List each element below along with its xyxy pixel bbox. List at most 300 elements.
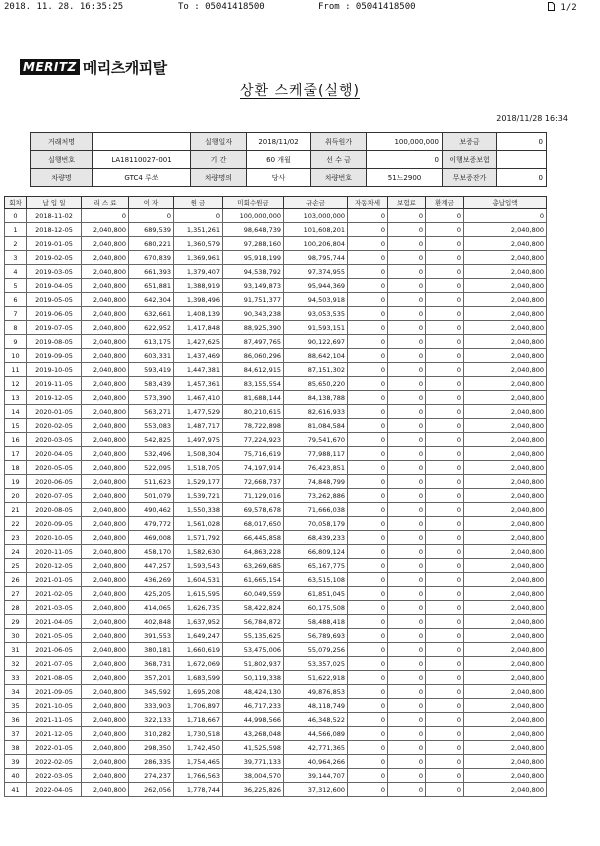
cell-round: 9	[5, 335, 27, 349]
cell-total-payment: 2,040,800	[464, 349, 547, 363]
cell-outstanding-principal: 43,268,048	[223, 727, 284, 741]
cell-outstanding-principal: 77,224,923	[223, 433, 284, 447]
residual-value-value: 0	[497, 169, 547, 187]
cell-insurance: 0	[388, 391, 426, 405]
table-row	[5, 503, 547, 517]
vehicle-name-value: GTC4 루쏘	[93, 169, 191, 187]
advance-payment-label: 선 수 금	[311, 151, 367, 169]
table-row	[5, 405, 547, 419]
cell-round: 11	[5, 363, 27, 377]
cell-total-payment: 2,040,800	[464, 573, 547, 587]
cell-principal: 1,417,848	[174, 321, 223, 335]
cell-payment-date: 2019-08-05	[27, 335, 82, 349]
info-row	[31, 151, 547, 169]
cell-payment-date: 2020-07-05	[27, 489, 82, 503]
cell-total-payment: 2,040,800	[464, 755, 547, 769]
cell-lease-fee: 2,040,800	[82, 433, 129, 447]
cell-vehicle-tax: 0	[348, 391, 388, 405]
cell-refund: 0	[426, 657, 464, 671]
cell-interest: 553,083	[129, 419, 174, 433]
cell-interest: 368,731	[129, 657, 174, 671]
cell-loss-amount: 91,593,151	[284, 321, 348, 335]
cell-total-payment: 2,040,800	[464, 629, 547, 643]
cell-loss-amount: 73,262,886	[284, 489, 348, 503]
cell-insurance: 0	[388, 741, 426, 755]
cell-total-payment: 2,040,800	[464, 237, 547, 251]
cell-total-payment: 2,040,800	[464, 601, 547, 615]
cell-round: 23	[5, 531, 27, 545]
cell-refund: 0	[426, 349, 464, 363]
cell-loss-amount: 68,439,233	[284, 531, 348, 545]
cell-total-payment: 2,040,800	[464, 265, 547, 279]
cell-insurance: 0	[388, 363, 426, 377]
cell-insurance: 0	[388, 503, 426, 517]
cell-lease-fee: 2,040,800	[82, 377, 129, 391]
cell-insurance: 0	[388, 545, 426, 559]
cell-refund: 0	[426, 209, 464, 223]
cell-loss-amount: 58,488,418	[284, 615, 348, 629]
cell-refund: 0	[426, 237, 464, 251]
cell-insurance: 0	[388, 615, 426, 629]
cell-interest: 479,772	[129, 517, 174, 531]
cell-payment-date: 2018-11-02	[27, 209, 82, 223]
cell-interest: 345,592	[129, 685, 174, 699]
cell-refund: 0	[426, 363, 464, 377]
document-title-wrap	[0, 80, 600, 100]
cell-refund: 0	[426, 573, 464, 587]
cell-payment-date: 2020-02-05	[27, 419, 82, 433]
cell-refund: 0	[426, 475, 464, 489]
cell-lease-fee: 2,040,800	[82, 391, 129, 405]
cell-insurance: 0	[388, 489, 426, 503]
cell-payment-date: 2021-05-05	[27, 629, 82, 643]
cell-vehicle-tax: 0	[348, 503, 388, 517]
cell-payment-date: 2022-03-05	[27, 769, 82, 783]
cell-interest: 286,335	[129, 755, 174, 769]
cell-loss-amount: 42,771,365	[284, 741, 348, 755]
cell-insurance: 0	[388, 279, 426, 293]
cell-total-payment: 2,040,800	[464, 377, 547, 391]
cell-insurance: 0	[388, 699, 426, 713]
cell-vehicle-tax: 0	[348, 321, 388, 335]
cell-insurance: 0	[388, 517, 426, 531]
info-row	[31, 169, 547, 187]
cell-outstanding-principal: 58,422,824	[223, 601, 284, 615]
table-row	[5, 279, 547, 293]
cell-principal: 1,718,667	[174, 713, 223, 727]
cell-outstanding-principal: 74,197,914	[223, 461, 284, 475]
cell-principal: 1,742,450	[174, 741, 223, 755]
header-interest: 이 자	[129, 197, 174, 209]
cell-vehicle-tax: 0	[348, 601, 388, 615]
cell-insurance: 0	[388, 377, 426, 391]
vehicle-owner-value: 당사	[247, 169, 311, 187]
cell-refund: 0	[426, 671, 464, 685]
cell-principal: 1,467,410	[174, 391, 223, 405]
cell-insurance: 0	[388, 587, 426, 601]
cell-interest: 0	[129, 209, 174, 223]
vehicle-number-label: 차량번호	[311, 169, 367, 187]
cell-lease-fee: 2,040,800	[82, 545, 129, 559]
cell-vehicle-tax: 0	[348, 713, 388, 727]
cell-outstanding-principal: 87,497,765	[223, 335, 284, 349]
cell-round: 38	[5, 741, 27, 755]
cell-outstanding-principal: 53,475,006	[223, 643, 284, 657]
cell-vehicle-tax: 0	[348, 559, 388, 573]
cell-loss-amount: 84,138,788	[284, 391, 348, 405]
cell-vehicle-tax: 0	[348, 657, 388, 671]
residual-value-label: 무보증잔가	[443, 169, 497, 187]
cell-outstanding-principal: 63,269,685	[223, 559, 284, 573]
cell-total-payment: 2,040,800	[464, 419, 547, 433]
cell-loss-amount: 77,988,117	[284, 447, 348, 461]
cell-insurance: 0	[388, 251, 426, 265]
cell-refund: 0	[426, 531, 464, 545]
cell-interest: 651,881	[129, 279, 174, 293]
cell-round: 7	[5, 307, 27, 321]
cell-refund: 0	[426, 377, 464, 391]
cell-outstanding-principal: 38,004,570	[223, 769, 284, 783]
cell-outstanding-principal: 64,863,228	[223, 545, 284, 559]
cell-interest: 322,133	[129, 713, 174, 727]
cell-round: 14	[5, 405, 27, 419]
cell-round: 26	[5, 573, 27, 587]
cell-insurance: 0	[388, 237, 426, 251]
cell-lease-fee: 2,040,800	[82, 713, 129, 727]
cell-round: 37	[5, 727, 27, 741]
cell-principal: 1,626,735	[174, 601, 223, 615]
cell-lease-fee: 2,040,800	[82, 615, 129, 629]
cell-vehicle-tax: 0	[348, 629, 388, 643]
cell-principal: 1,457,361	[174, 377, 223, 391]
cell-total-payment: 2,040,800	[464, 727, 547, 741]
cell-interest: 511,623	[129, 475, 174, 489]
cell-round: 5	[5, 279, 27, 293]
advance-payment-value: 0	[367, 151, 443, 169]
cell-round: 25	[5, 559, 27, 573]
cell-principal: 1,408,139	[174, 307, 223, 321]
acquisition-cost-label: 취득원가	[311, 133, 367, 151]
cell-vehicle-tax: 0	[348, 783, 388, 797]
cell-round: 19	[5, 475, 27, 489]
cell-loss-amount: 61,851,045	[284, 587, 348, 601]
table-row	[5, 727, 547, 741]
cell-vehicle-tax: 0	[348, 755, 388, 769]
cell-outstanding-principal: 36,225,826	[223, 783, 284, 797]
cell-lease-fee: 2,040,800	[82, 559, 129, 573]
cell-refund: 0	[426, 601, 464, 615]
cell-round: 22	[5, 517, 27, 531]
header-loss-amount: 규손금	[284, 197, 348, 209]
table-row	[5, 671, 547, 685]
fax-header	[0, 2, 600, 14]
table-row	[5, 713, 547, 727]
cell-principal: 1,427,625	[174, 335, 223, 349]
cell-refund: 0	[426, 769, 464, 783]
cell-payment-date: 2019-04-05	[27, 279, 82, 293]
client-name-label: 거래처명	[31, 133, 93, 151]
cell-round: 18	[5, 461, 27, 475]
cell-refund: 0	[426, 783, 464, 797]
cell-principal: 1,518,705	[174, 461, 223, 475]
cell-lease-fee: 2,040,800	[82, 349, 129, 363]
cell-refund: 0	[426, 741, 464, 755]
table-row	[5, 363, 547, 377]
fax-from: From : 05041418500	[318, 2, 416, 12]
cell-vehicle-tax: 0	[348, 265, 388, 279]
cell-loss-amount: 56,789,693	[284, 629, 348, 643]
cell-principal: 1,695,208	[174, 685, 223, 699]
cell-round: 12	[5, 377, 27, 391]
cell-lease-fee: 2,040,800	[82, 279, 129, 293]
cell-insurance: 0	[388, 559, 426, 573]
cell-insurance: 0	[388, 475, 426, 489]
info-row	[31, 133, 547, 151]
cell-insurance: 0	[388, 573, 426, 587]
cell-total-payment: 2,040,800	[464, 279, 547, 293]
cell-interest: 583,439	[129, 377, 174, 391]
cell-payment-date: 2018-12-05	[27, 223, 82, 237]
cell-payment-date: 2020-06-05	[27, 475, 82, 489]
cell-outstanding-principal: 55,135,625	[223, 629, 284, 643]
cell-outstanding-principal: 86,060,296	[223, 349, 284, 363]
cell-lease-fee: 2,040,800	[82, 755, 129, 769]
performance-bond-label: 이행보증보험	[443, 151, 497, 169]
cell-round: 27	[5, 587, 27, 601]
cell-total-payment: 2,040,800	[464, 461, 547, 475]
cell-payment-date: 2020-12-05	[27, 559, 82, 573]
cell-lease-fee: 2,040,800	[82, 601, 129, 615]
cell-round: 40	[5, 769, 27, 783]
table-row	[5, 769, 547, 783]
table-row	[5, 531, 547, 545]
cell-principal: 1,604,531	[174, 573, 223, 587]
cell-loss-amount: 94,503,918	[284, 293, 348, 307]
cell-loss-amount: 103,000,000	[284, 209, 348, 223]
cell-payment-date: 2021-07-05	[27, 657, 82, 671]
cell-loss-amount: 48,118,749	[284, 699, 348, 713]
cell-loss-amount: 51,622,918	[284, 671, 348, 685]
cell-loss-amount: 88,642,104	[284, 349, 348, 363]
cell-principal: 1,637,952	[174, 615, 223, 629]
cell-round: 33	[5, 671, 27, 685]
table-row	[5, 573, 547, 587]
cell-principal: 1,508,304	[174, 447, 223, 461]
table-row	[5, 685, 547, 699]
cell-outstanding-principal: 78,722,898	[223, 419, 284, 433]
cell-vehicle-tax: 0	[348, 279, 388, 293]
cell-interest: 632,661	[129, 307, 174, 321]
cell-lease-fee: 2,040,800	[82, 321, 129, 335]
cell-lease-fee: 2,040,800	[82, 531, 129, 545]
cell-outstanding-principal: 41,525,598	[223, 741, 284, 755]
cell-interest: 680,221	[129, 237, 174, 251]
cell-total-payment: 2,040,800	[464, 293, 547, 307]
cell-round: 28	[5, 601, 27, 615]
cell-outstanding-principal: 68,017,650	[223, 517, 284, 531]
deposit-label: 보증금	[443, 133, 497, 151]
cell-interest: 542,825	[129, 433, 174, 447]
cell-outstanding-principal: 44,998,566	[223, 713, 284, 727]
cell-insurance: 0	[388, 419, 426, 433]
cell-refund: 0	[426, 629, 464, 643]
cell-interest: 391,553	[129, 629, 174, 643]
cell-round: 31	[5, 643, 27, 657]
cell-principal: 1,649,247	[174, 629, 223, 643]
cell-loss-amount: 90,122,697	[284, 335, 348, 349]
cell-vehicle-tax: 0	[348, 363, 388, 377]
cell-payment-date: 2019-10-05	[27, 363, 82, 377]
cell-round: 20	[5, 489, 27, 503]
cell-interest: 689,539	[129, 223, 174, 237]
header-refund: 환계금	[426, 197, 464, 209]
cell-interest: 380,181	[129, 643, 174, 657]
cell-interest: 522,095	[129, 461, 174, 475]
cell-lease-fee: 2,040,800	[82, 461, 129, 475]
fax-page	[548, 2, 577, 13]
cell-refund: 0	[426, 279, 464, 293]
cell-outstanding-principal: 69,578,678	[223, 503, 284, 517]
cell-lease-fee: 2,040,800	[82, 251, 129, 265]
cell-interest: 501,079	[129, 489, 174, 503]
header-principal: 원 금	[174, 197, 223, 209]
execution-date-value: 2018/11/02	[247, 133, 311, 151]
fax-page-number: 1/2	[560, 3, 577, 13]
header-total-payment: 총납입액	[464, 197, 547, 209]
cell-principal: 1,561,028	[174, 517, 223, 531]
cell-total-payment: 2,040,800	[464, 321, 547, 335]
cell-insurance: 0	[388, 293, 426, 307]
table-row	[5, 741, 547, 755]
cell-total-payment: 2,040,800	[464, 783, 547, 797]
header-outstanding-principal: 미회수원금	[223, 197, 284, 209]
cell-round: 17	[5, 447, 27, 461]
table-row	[5, 265, 547, 279]
cell-insurance: 0	[388, 321, 426, 335]
table-row	[5, 755, 547, 769]
cell-round: 10	[5, 349, 27, 363]
cell-vehicle-tax: 0	[348, 335, 388, 349]
cell-loss-amount: 79,541,670	[284, 433, 348, 447]
cell-refund: 0	[426, 713, 464, 727]
cell-outstanding-principal: 75,716,619	[223, 447, 284, 461]
cell-lease-fee: 2,040,800	[82, 363, 129, 377]
print-date: 2018/11/28 16:34	[496, 114, 568, 123]
cell-outstanding-principal: 56,784,872	[223, 615, 284, 629]
cell-loss-amount: 85,650,220	[284, 377, 348, 391]
cell-round: 3	[5, 251, 27, 265]
cell-payment-date: 2022-01-05	[27, 741, 82, 755]
cell-principal: 1,360,579	[174, 237, 223, 251]
table-row	[5, 447, 547, 461]
cell-refund: 0	[426, 293, 464, 307]
cell-round: 4	[5, 265, 27, 279]
table-row	[5, 629, 547, 643]
table-row	[5, 321, 547, 335]
cell-round: 32	[5, 657, 27, 671]
table-row	[5, 223, 547, 237]
cell-principal: 1,683,599	[174, 671, 223, 685]
vehicle-owner-label: 차량명의	[191, 169, 247, 187]
cell-interest: 298,350	[129, 741, 174, 755]
table-row	[5, 349, 547, 363]
cell-loss-amount: 66,809,124	[284, 545, 348, 559]
cell-total-payment: 2,040,800	[464, 615, 547, 629]
cell-payment-date: 2021-01-05	[27, 573, 82, 587]
cell-loss-amount: 100,206,804	[284, 237, 348, 251]
cell-interest: 262,056	[129, 783, 174, 797]
cell-total-payment: 2,040,800	[464, 391, 547, 405]
cell-loss-amount: 37,312,600	[284, 783, 348, 797]
cell-insurance: 0	[388, 601, 426, 615]
cell-outstanding-principal: 60,049,559	[223, 587, 284, 601]
cell-insurance: 0	[388, 335, 426, 349]
cell-loss-amount: 55,079,256	[284, 643, 348, 657]
table-row	[5, 419, 547, 433]
cell-payment-date: 2019-01-05	[27, 237, 82, 251]
fax-to: To : 05041418500	[178, 2, 265, 12]
cell-principal: 1,672,069	[174, 657, 223, 671]
cell-lease-fee: 2,040,800	[82, 503, 129, 517]
cell-loss-amount: 40,964,266	[284, 755, 348, 769]
cell-insurance: 0	[388, 643, 426, 657]
cell-refund: 0	[426, 517, 464, 531]
cell-lease-fee: 2,040,800	[82, 405, 129, 419]
cell-vehicle-tax: 0	[348, 545, 388, 559]
cell-payment-date: 2019-09-05	[27, 349, 82, 363]
cell-payment-date: 2020-09-05	[27, 517, 82, 531]
cell-vehicle-tax: 0	[348, 671, 388, 685]
cell-refund: 0	[426, 587, 464, 601]
table-row	[5, 377, 547, 391]
cell-lease-fee: 2,040,800	[82, 727, 129, 741]
cell-vehicle-tax: 0	[348, 405, 388, 419]
cell-vehicle-tax: 0	[348, 223, 388, 237]
cell-lease-fee: 2,040,800	[82, 769, 129, 783]
cell-vehicle-tax: 0	[348, 489, 388, 503]
cell-vehicle-tax: 0	[348, 475, 388, 489]
cell-refund: 0	[426, 265, 464, 279]
cell-interest: 310,282	[129, 727, 174, 741]
cell-insurance: 0	[388, 727, 426, 741]
cell-insurance: 0	[388, 657, 426, 671]
cell-insurance: 0	[388, 755, 426, 769]
cell-insurance: 0	[388, 461, 426, 475]
cell-loss-amount: 49,876,853	[284, 685, 348, 699]
cell-insurance: 0	[388, 223, 426, 237]
cell-interest: 622,952	[129, 321, 174, 335]
cell-round: 35	[5, 699, 27, 713]
cell-loss-amount: 60,175,508	[284, 601, 348, 615]
cell-insurance: 0	[388, 307, 426, 321]
cell-refund: 0	[426, 727, 464, 741]
cell-total-payment: 2,040,800	[464, 433, 547, 447]
cell-outstanding-principal: 90,343,238	[223, 307, 284, 321]
cell-principal: 1,730,518	[174, 727, 223, 741]
cell-payment-date: 2022-02-05	[27, 755, 82, 769]
cell-refund: 0	[426, 251, 464, 265]
cell-vehicle-tax: 0	[348, 769, 388, 783]
cell-loss-amount: 82,616,933	[284, 405, 348, 419]
cell-total-payment: 2,040,800	[464, 531, 547, 545]
cell-vehicle-tax: 0	[348, 349, 388, 363]
table-row	[5, 545, 547, 559]
cell-outstanding-principal: 93,149,873	[223, 279, 284, 293]
cell-loss-amount: 65,167,775	[284, 559, 348, 573]
cell-payment-date: 2021-11-05	[27, 713, 82, 727]
cell-payment-date: 2019-12-05	[27, 391, 82, 405]
cell-principal: 1,388,919	[174, 279, 223, 293]
